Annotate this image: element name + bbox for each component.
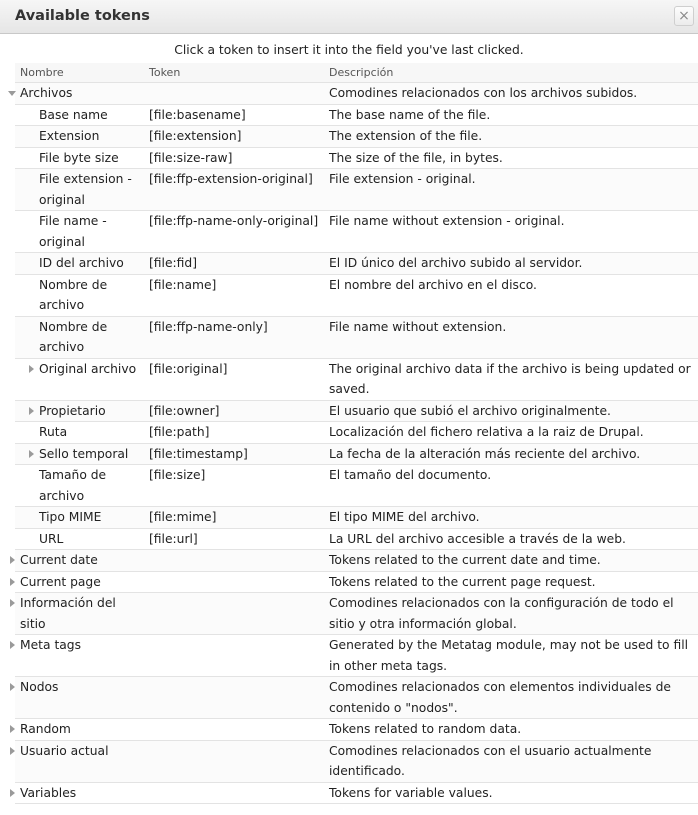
token-description: El tamaño del documento. [324,465,698,507]
token-row[interactable] [15,169,698,211]
token-name-label: Información del sitio [20,596,116,631]
token-group-row[interactable] [15,550,698,572]
token-name-cell [15,571,144,593]
token-name-cell [15,528,144,550]
name-wrapper [39,465,144,506]
token-value [144,593,324,635]
token-description: Generated by the Metatag module, may not be used to fill in other meta tags. [324,635,698,677]
token-name-cell [15,507,144,529]
dialog-titlebar [0,0,698,34]
token-row[interactable] [15,507,698,529]
token-row[interactable] [15,147,698,169]
token-value [144,635,324,677]
token-row[interactable] [15,443,698,465]
token-value[interactable]: [file:ffp-name-only-original] [144,211,324,253]
token-description: The base name of the file. [324,104,698,126]
token-name-label: Tipo MIME [39,510,102,524]
token-name-label: Base name [39,107,108,122]
name-wrapper [20,677,144,698]
expand-triangle-icon[interactable] [10,578,15,586]
token-row[interactable] [15,316,698,358]
token-value[interactable]: [file:extension] [144,126,324,148]
instructions-text: Click a token to insert it into the field you've last clicked. [174,43,524,57]
token-name-cell [15,253,144,275]
token-name-label: File name - original [39,214,107,249]
token-name-cell [15,782,144,804]
name-wrapper [39,401,144,422]
token-description: Tokens related to random data. [324,719,698,741]
token-name-label: ID del archivo [39,256,124,270]
token-value [144,719,324,741]
expand-triangle-icon[interactable] [10,641,15,649]
token-description: El usuario que subió el archivo originalmente. [324,400,698,422]
token-name-label: Ruta [39,425,68,439]
token-name-label: Current date [20,553,98,567]
token-value[interactable]: [file:original] [144,358,324,400]
column-header-token: Token [144,63,324,83]
close-icon: × [678,8,690,24]
token-description: La URL del archivo accesible a través de la web. [324,528,698,550]
name-wrapper [20,572,144,593]
token-description: El nombre del archivo en el disco. [324,274,698,316]
token-description: Comodines relacionados con la configuración de todo el sitio y otra información global. [324,593,698,635]
token-name-cell [15,400,144,422]
token-description: The original archivo data if the archivo is being updated or saved. [324,358,698,400]
token-name-cell [15,211,144,253]
token-row[interactable] [15,253,698,275]
name-wrapper [39,169,144,210]
expand-triangle-icon[interactable] [29,407,34,415]
token-value[interactable]: [file:mime] [144,507,324,529]
token-value[interactable]: [file:name] [144,274,324,316]
name-wrapper [39,317,144,358]
token-value [144,550,324,572]
token-name-label: Sello temporal [39,446,129,461]
token-value [144,83,324,105]
token-name-label: Meta tags [20,638,82,652]
token-name-cell [15,719,144,741]
token-table [15,63,698,804]
token-name-cell [15,550,144,572]
name-wrapper [39,253,144,274]
token-description: Tokens related to the current date and time. [324,550,698,572]
token-group-row[interactable] [15,782,698,804]
column-header-description: Descripción [324,63,698,83]
token-row[interactable] [15,465,698,507]
token-description: File extension - original. [324,169,698,211]
token-value [144,740,324,782]
token-group-row[interactable] [15,571,698,593]
token-description: Comodines relacionados con los archivos subidos. [324,83,698,105]
name-wrapper [39,148,144,169]
token-name-cell [15,274,144,316]
token-row[interactable] [15,211,698,253]
token-name-cell [15,126,144,148]
name-wrapper [39,126,144,147]
name-wrapper [20,550,144,571]
token-description: Localización del fichero relativa a la raiz de Drupal. [324,422,698,444]
token-value[interactable]: [file:path] [144,422,324,444]
token-name-cell [15,677,144,719]
token-name-label: URL [39,531,64,546]
name-wrapper [20,719,144,740]
name-wrapper [20,741,144,762]
token-row[interactable] [15,126,698,148]
token-description: The size of the file, in bytes. [324,147,698,169]
collapse-triangle-icon[interactable] [8,91,16,96]
token-name-label: Tamaño de archivo [39,468,107,503]
token-row[interactable] [15,422,698,444]
token-name-label: Nombre de archivo [39,277,108,312]
token-name-cell [15,465,144,507]
token-name-cell [15,740,144,782]
token-description: Comodines relacionados con el usuario actualmente identificado. [324,740,698,782]
name-wrapper [39,507,144,528]
token-group-row[interactable] [15,677,698,719]
token-name-cell [15,358,144,400]
token-row[interactable] [15,528,698,550]
token-name-cell [15,316,144,358]
token-name-label: Current page [20,574,101,589]
token-description: File name without extension. [324,316,698,358]
token-name-label: Extension [39,129,100,143]
token-value[interactable]: [file:size-raw] [144,147,324,169]
expand-triangle-icon[interactable] [29,450,34,458]
token-name-label: Archivos [20,86,73,100]
token-name-label: Usuario actual [20,743,109,758]
token-value[interactable]: [file:ffp-name-only] [144,316,324,358]
expand-triangle-icon[interactable] [10,747,15,755]
token-description: Comodines relacionados con elementos individuales de contenido o "nodos". [324,677,698,719]
close-button[interactable] [674,6,694,26]
token-name-cell [15,422,144,444]
name-wrapper [39,359,144,380]
token-name-cell [15,443,144,465]
token-group-row[interactable] [15,83,698,105]
token-name-label: File byte size [39,150,119,165]
token-description: File name without extension - original. [324,211,698,253]
token-description: La fecha de la alteración más reciente del archivo. [324,443,698,465]
token-description: Tokens for variable values. [324,782,698,804]
token-row[interactable] [15,400,698,422]
token-value[interactable]: [file:size] [144,465,324,507]
token-description: El ID único del archivo subido al servidor. [324,253,698,275]
token-group-row[interactable] [15,719,698,741]
token-value[interactable]: [file:fid] [144,253,324,275]
name-wrapper [39,444,144,465]
token-name-cell [15,104,144,126]
token-name-label: Nodos [20,680,59,694]
token-name-cell [15,169,144,211]
token-value [144,677,324,719]
token-name-label: Variables [20,785,77,800]
token-group-row[interactable] [15,593,698,635]
token-description: Tokens related to the current page request. [324,571,698,593]
token-value[interactable]: [file:timestamp] [144,443,324,465]
token-row[interactable] [15,274,698,316]
column-header-name: Nombre [15,63,144,83]
name-wrapper [39,275,144,316]
table-header [15,63,698,83]
name-wrapper [20,593,144,634]
token-description: The extension of the file. [324,126,698,148]
token-name-label: Nombre de archivo [39,319,108,354]
name-wrapper [20,83,144,104]
name-wrapper [39,105,144,126]
token-value [144,571,324,593]
dialog-title: Available tokens [15,8,150,24]
token-name-cell [15,83,144,105]
token-name-cell [15,635,144,677]
token-value[interactable]: [file:owner] [144,400,324,422]
token-group-row[interactable] [15,740,698,782]
token-value[interactable]: [file:basename] [144,104,324,126]
expand-triangle-icon[interactable] [10,789,15,797]
token-name-label: File extension - original [39,172,132,207]
token-value [144,782,324,804]
token-description: El tipo MIME del archivo. [324,507,698,529]
token-name-cell [15,147,144,169]
name-wrapper [20,635,144,656]
token-name-label: Original archivo [39,361,137,376]
expand-triangle-icon[interactable] [10,556,15,564]
name-wrapper [39,211,144,252]
token-tree [15,63,698,804]
name-wrapper [39,529,144,550]
expand-triangle-icon[interactable] [10,599,15,607]
token-row[interactable] [15,358,698,400]
token-name-cell [15,593,144,635]
expand-triangle-icon[interactable] [29,365,34,373]
token-value[interactable]: [file:ffp-extension-original] [144,169,324,211]
token-name-label: Random [20,722,71,736]
expand-triangle-icon[interactable] [10,683,15,691]
token-group-row[interactable] [15,635,698,677]
name-wrapper [20,783,144,804]
token-row[interactable] [15,104,698,126]
name-wrapper [39,422,144,443]
token-name-label: Propietario [39,403,106,418]
token-value[interactable]: [file:url] [144,528,324,550]
expand-triangle-icon[interactable] [10,725,15,733]
